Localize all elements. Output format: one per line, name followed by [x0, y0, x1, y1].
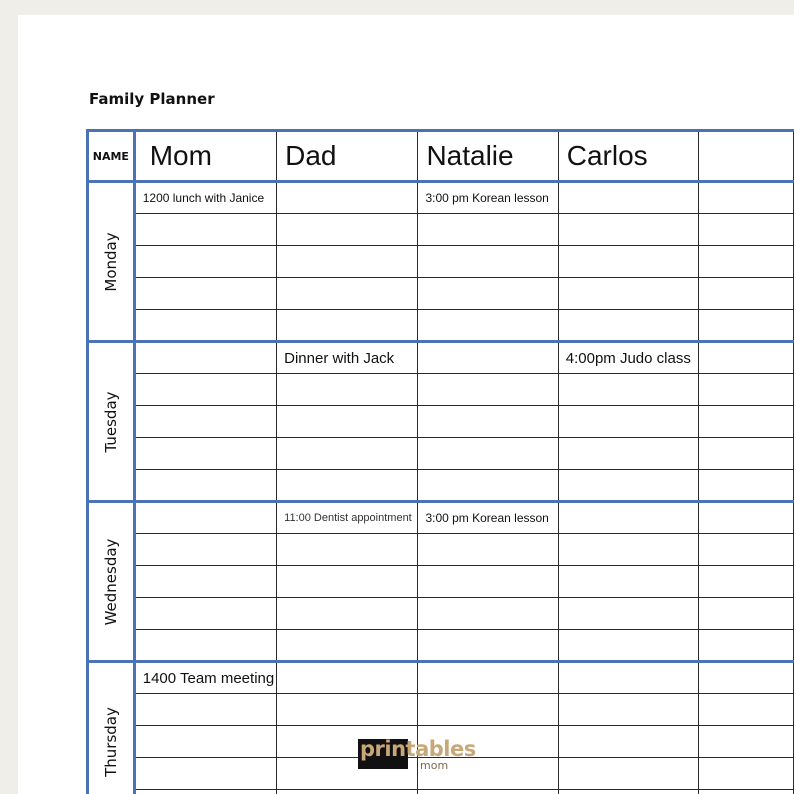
slot-row [88, 598, 794, 630]
member-header-mom [134, 131, 276, 182]
planner-cell[interactable] [418, 214, 558, 246]
planner-cell[interactable] [418, 182, 558, 214]
slot-row [88, 470, 794, 502]
member-name: Dad [285, 140, 337, 171]
planner-cell[interactable] [558, 598, 699, 630]
day-label: Wednesday [101, 538, 120, 625]
planner-cell[interactable] [418, 310, 558, 342]
planner-cell[interactable] [418, 694, 558, 726]
planner-cell[interactable] [277, 790, 418, 794]
day-cell-wednesday [88, 502, 135, 662]
planner-cell[interactable] [277, 470, 418, 502]
member-header-natalie [418, 131, 558, 182]
planner-grid [86, 129, 794, 794]
slot-row [88, 374, 794, 406]
planner-cell[interactable] [699, 630, 794, 662]
planner-cell[interactable] [558, 662, 699, 694]
slot-row [88, 662, 794, 694]
entry-text: 1400 Team meeting [142, 669, 275, 687]
planner-cell[interactable] [134, 438, 276, 470]
name-header-label: NAME [92, 149, 129, 163]
planner-cell[interactable] [558, 246, 699, 278]
slot-row [88, 310, 794, 342]
planner-cell[interactable] [418, 534, 558, 566]
planner-cell[interactable] [418, 502, 558, 534]
planner-cell[interactable] [277, 406, 418, 438]
entry-text: Dinner with Jack [284, 349, 395, 367]
planner-cell[interactable] [558, 566, 699, 598]
watermark-logo [358, 737, 478, 773]
slot-row [88, 566, 794, 598]
planner-cell[interactable] [134, 726, 276, 758]
planner-cell[interactable] [699, 598, 794, 630]
planner-cell[interactable] [699, 470, 794, 502]
planner-cell[interactable] [699, 662, 794, 694]
planner-cell[interactable] [134, 406, 276, 438]
planner-cell[interactable] [134, 374, 276, 406]
planner-cell[interactable] [699, 214, 794, 246]
planner-cell[interactable] [277, 246, 418, 278]
day-cell-thursday [88, 662, 135, 794]
planner-cell[interactable] [699, 278, 794, 310]
slot-row [88, 790, 794, 794]
planner-cell[interactable] [418, 566, 558, 598]
planner-cell[interactable] [134, 342, 276, 374]
planner-cell[interactable] [558, 310, 699, 342]
planner-cell[interactable] [134, 694, 276, 726]
planner-cell[interactable] [277, 662, 418, 694]
planner-cell[interactable] [699, 502, 794, 534]
planner-cell[interactable] [558, 534, 699, 566]
planner-cell[interactable] [699, 758, 794, 790]
planner-cell[interactable] [134, 630, 276, 662]
slot-row [88, 342, 794, 374]
slot-row [88, 214, 794, 246]
planner-cell[interactable] [558, 342, 699, 374]
planner-cell[interactable] [699, 182, 794, 214]
planner-cell[interactable] [558, 790, 699, 794]
planner-body [88, 182, 794, 794]
member-header-carlos [558, 131, 699, 182]
planner-cell[interactable] [277, 278, 418, 310]
slot-row [88, 438, 794, 470]
member-header-dad [277, 131, 418, 182]
entry-text: 1200 lunch with Janice [142, 191, 265, 205]
planner-cell[interactable] [418, 406, 558, 438]
planner-cell[interactable] [558, 406, 699, 438]
member-name: Carlos [566, 140, 648, 171]
header-row [88, 131, 794, 182]
planner-cell[interactable] [134, 662, 276, 694]
planner-cell[interactable] [134, 214, 276, 246]
planner-cell[interactable] [134, 790, 276, 794]
planner-cell[interactable] [277, 214, 418, 246]
entry-text: 11:00 Dentist appointment [284, 512, 412, 524]
member-name: Mom [149, 140, 212, 171]
planner-cell[interactable] [558, 214, 699, 246]
day-label: Monday [101, 231, 120, 292]
planner-cell[interactable] [558, 630, 699, 662]
planner-cell[interactable] [558, 374, 699, 406]
planner-cell[interactable] [699, 534, 794, 566]
slot-row [88, 630, 794, 662]
planner-cell[interactable] [418, 598, 558, 630]
slot-row [88, 534, 794, 566]
slot-row [88, 182, 794, 214]
planner-cell[interactable] [277, 598, 418, 630]
planner-cell[interactable] [699, 374, 794, 406]
planner-cell[interactable] [134, 566, 276, 598]
planner-cell[interactable] [558, 438, 699, 470]
planner-cell[interactable] [277, 438, 418, 470]
planner-cell[interactable] [277, 502, 418, 534]
slot-row [88, 406, 794, 438]
watermark-sub: mom [420, 759, 449, 772]
planner-cell[interactable] [558, 502, 699, 534]
planner-cell[interactable] [699, 566, 794, 598]
planner-cell[interactable] [277, 310, 418, 342]
planner-cell[interactable] [418, 662, 558, 694]
member-header-blank [699, 131, 794, 182]
planner-sheet [18, 15, 794, 794]
planner-cell[interactable] [699, 694, 794, 726]
planner-cell[interactable] [134, 278, 276, 310]
watermark-brand: printables [360, 737, 476, 761]
day-label: Tuesday [101, 390, 120, 453]
planner-cell[interactable] [558, 182, 699, 214]
planner-cell[interactable] [134, 502, 276, 534]
name-header-cell [88, 131, 135, 182]
planner-cell[interactable] [277, 342, 418, 374]
planner-cell[interactable] [277, 182, 418, 214]
page-title: Family Planner [89, 90, 215, 108]
planner-cell[interactable] [277, 630, 418, 662]
member-name: Natalie [426, 140, 514, 171]
planner-cell[interactable] [699, 438, 794, 470]
day-cell-monday [88, 182, 135, 342]
planner-cell[interactable] [418, 342, 558, 374]
planner-cell[interactable] [558, 726, 699, 758]
slot-row [88, 502, 794, 534]
planner-cell[interactable] [418, 246, 558, 278]
planner-cell[interactable] [418, 438, 558, 470]
planner-cell[interactable] [277, 534, 418, 566]
planner-cell[interactable] [418, 374, 558, 406]
planner-cell[interactable] [699, 790, 794, 794]
planner-cell[interactable] [418, 790, 558, 794]
planner-cell[interactable] [558, 694, 699, 726]
planner-cell[interactable] [134, 182, 276, 214]
planner-cell[interactable] [277, 374, 418, 406]
planner-cell[interactable] [134, 310, 276, 342]
planner-cell[interactable] [134, 598, 276, 630]
planner-cell[interactable] [277, 566, 418, 598]
planner-cell[interactable] [699, 310, 794, 342]
entry-text: 4:00pm Judo class [565, 349, 691, 367]
planner-cell[interactable] [699, 246, 794, 278]
planner-cell[interactable] [134, 470, 276, 502]
slot-row [88, 246, 794, 278]
planner-cell[interactable] [558, 470, 699, 502]
day-label: Thursday [101, 706, 120, 777]
entry-text: 3:00 pm Korean lesson [425, 191, 549, 205]
entry-text: 3:00 pm Korean lesson [425, 511, 549, 525]
planner-cell[interactable] [699, 342, 794, 374]
planner-cell[interactable] [418, 278, 558, 310]
planner-cell[interactable] [558, 758, 699, 790]
planner-cell[interactable] [699, 406, 794, 438]
day-cell-tuesday [88, 342, 135, 502]
slot-row [88, 694, 794, 726]
slot-row [88, 278, 794, 310]
planner-cell[interactable] [134, 758, 276, 790]
planner-cell[interactable] [699, 726, 794, 758]
planner-cell[interactable] [558, 278, 699, 310]
planner-cell[interactable] [418, 630, 558, 662]
planner-cell[interactable] [134, 534, 276, 566]
planner-cell[interactable] [418, 470, 558, 502]
planner-cell[interactable] [134, 246, 276, 278]
planner-cell[interactable] [277, 694, 418, 726]
